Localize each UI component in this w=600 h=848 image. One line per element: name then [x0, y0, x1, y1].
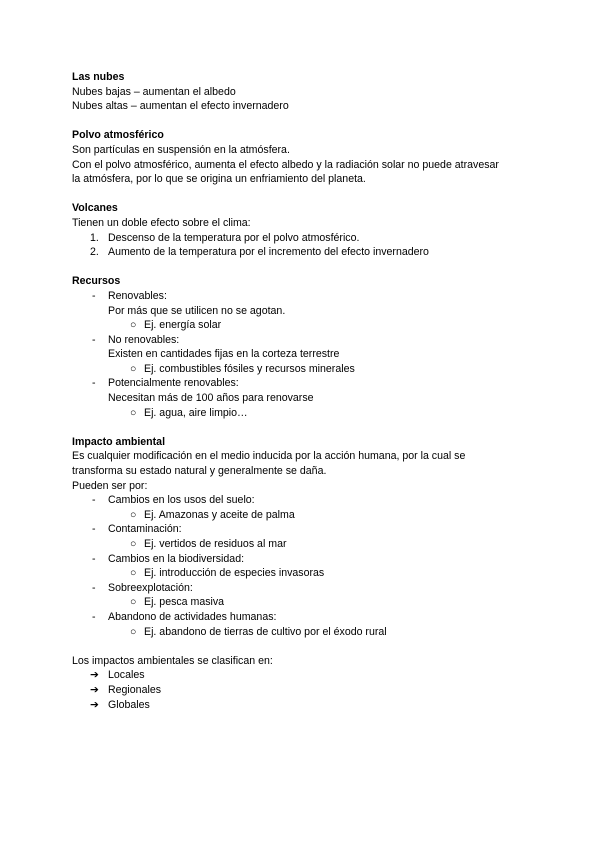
polvo-line: la atmósfera, por lo que se origina un enfriamiento del planeta. — [72, 173, 366, 186]
circle-bullet-icon: ○ — [130, 538, 137, 550]
list-item-desc: Existen en cantidades fijas en la corteza terrestre — [108, 348, 340, 361]
list-number: 2. — [90, 246, 99, 259]
heading-polvo: Polvo atmosférico — [72, 129, 164, 142]
section-nubes — [72, 70, 542, 114]
list-item-label: Cambios en los usos del suelo: — [108, 494, 255, 507]
list-item-desc: Por más que se utilicen no se agotan. — [108, 304, 286, 317]
impacto-line: Pueden ser por: — [72, 479, 148, 492]
circle-bullet-icon: ○ — [130, 508, 137, 521]
example-text: Ej. agua, aire limpio… — [144, 406, 248, 419]
arrow-bullet-icon: ➔ — [90, 669, 99, 682]
nubes-line: Nubes altas – aumentan el efecto invernadero — [72, 100, 289, 113]
circle-bullet-icon: ○ — [130, 406, 137, 419]
list-item — [72, 289, 542, 304]
sub-list-item — [72, 318, 542, 333]
sub-list-item — [72, 406, 542, 421]
list-item — [72, 231, 542, 246]
list-item-label: Sobreexplotación: — [108, 581, 193, 594]
circle-bullet-icon: ○ — [130, 319, 137, 332]
sub-list-item — [72, 362, 542, 377]
list-item — [72, 493, 542, 508]
list-item-text: Aumento de la temperatura por el incremento del efecto invernadero — [108, 246, 429, 259]
list-item — [72, 683, 542, 698]
example-text: Ej. Amazonas y aceite de palma — [144, 508, 295, 521]
circle-bullet-icon: ○ — [130, 362, 137, 375]
polvo-line: Con el polvo atmosférico, aumenta el efecto albedo y la radiación solar no puede atravesar — [72, 158, 499, 171]
list-item — [72, 552, 542, 567]
dash-bullet: - — [92, 494, 96, 507]
example-text: Ej. energía solar — [144, 319, 222, 332]
heading-volcanes: Volcanes — [72, 202, 118, 215]
list-item — [72, 581, 542, 596]
list-item-label: Cambios en la biodiversidad: — [108, 552, 245, 565]
section-clasificacion — [72, 654, 542, 712]
example-text: Ej. vertidos de residuos al mar — [144, 538, 287, 550]
heading-impacto: Impacto ambiental — [72, 435, 166, 448]
list-item-label: No renovables: — [108, 333, 180, 346]
example-text: Ej. introducción de especies invasoras — [144, 567, 325, 580]
polvo-line: Son partículas en suspensión en la atmósfera. — [72, 143, 290, 156]
dash-bullet: - — [92, 333, 96, 346]
sub-list-item — [72, 508, 542, 523]
section-volcanes — [72, 201, 542, 259]
example-text: Ej. pesca masiva — [144, 596, 225, 609]
section-polvo — [72, 128, 542, 186]
impacto-line: transforma su estado natural y generalmente se daña. — [72, 465, 327, 478]
circle-bullet-icon: ○ — [130, 625, 137, 638]
dash-bullet: - — [92, 289, 96, 302]
list-item-text: Globales — [108, 698, 150, 711]
list-item — [72, 245, 542, 260]
example-text: Ej. abandono de tierras de cultivo por el éxodo rural — [144, 625, 387, 638]
sub-list-item — [72, 537, 542, 552]
clasificacion-intro: Los impactos ambientales se clasifican en: — [72, 654, 273, 667]
list-item-text: Locales — [108, 669, 145, 682]
list-item — [72, 522, 542, 537]
heading-recursos: Recursos — [72, 275, 121, 288]
arrow-bullet-icon: ➔ — [90, 683, 99, 696]
list-item-label: Potencialmente renovables: — [108, 377, 239, 390]
impacto-line: Es cualquier modificación en el medio inducida por la acción humana, por la cual se — [72, 450, 466, 463]
volcanes-intro: Tienen un doble efecto sobre el clima: — [72, 216, 251, 229]
sub-list-item — [72, 625, 542, 640]
list-number: 1. — [90, 231, 99, 244]
example-text: Ej. combustibles fósiles y recursos minerales — [144, 362, 355, 375]
dash-bullet: - — [92, 377, 96, 390]
list-item — [72, 698, 542, 713]
list-item-text: Regionales — [108, 683, 162, 696]
arrow-bullet-icon: ➔ — [90, 698, 99, 711]
list-item-text: Descenso de la temperatura por el polvo atmosférico. — [108, 231, 360, 244]
section-impacto — [72, 435, 542, 639]
list-item-label: Contaminación: — [108, 523, 182, 536]
list-item-desc: Necesitan más de 100 años para renovarse — [108, 392, 314, 405]
list-item-label: Abandono de actividades humanas: — [108, 610, 277, 623]
section-recursos — [72, 274, 542, 420]
circle-bullet-icon: ○ — [130, 567, 137, 580]
list-item — [72, 610, 542, 625]
nubes-line: Nubes bajas – aumentan el albedo — [72, 85, 236, 98]
heading-nubes: Las nubes — [72, 71, 125, 83]
list-item — [72, 333, 542, 348]
list-item — [72, 668, 542, 683]
dash-bullet: - — [92, 552, 96, 565]
circle-bullet-icon: ○ — [130, 596, 137, 609]
dash-bullet: - — [92, 610, 96, 623]
sub-list-item — [72, 595, 542, 610]
sub-list-item — [72, 566, 542, 581]
dash-bullet: - — [92, 581, 96, 594]
document-page — [72, 70, 542, 727]
list-item-label: Renovables: — [108, 289, 167, 302]
list-item — [72, 376, 542, 391]
dash-bullet: - — [92, 523, 96, 536]
